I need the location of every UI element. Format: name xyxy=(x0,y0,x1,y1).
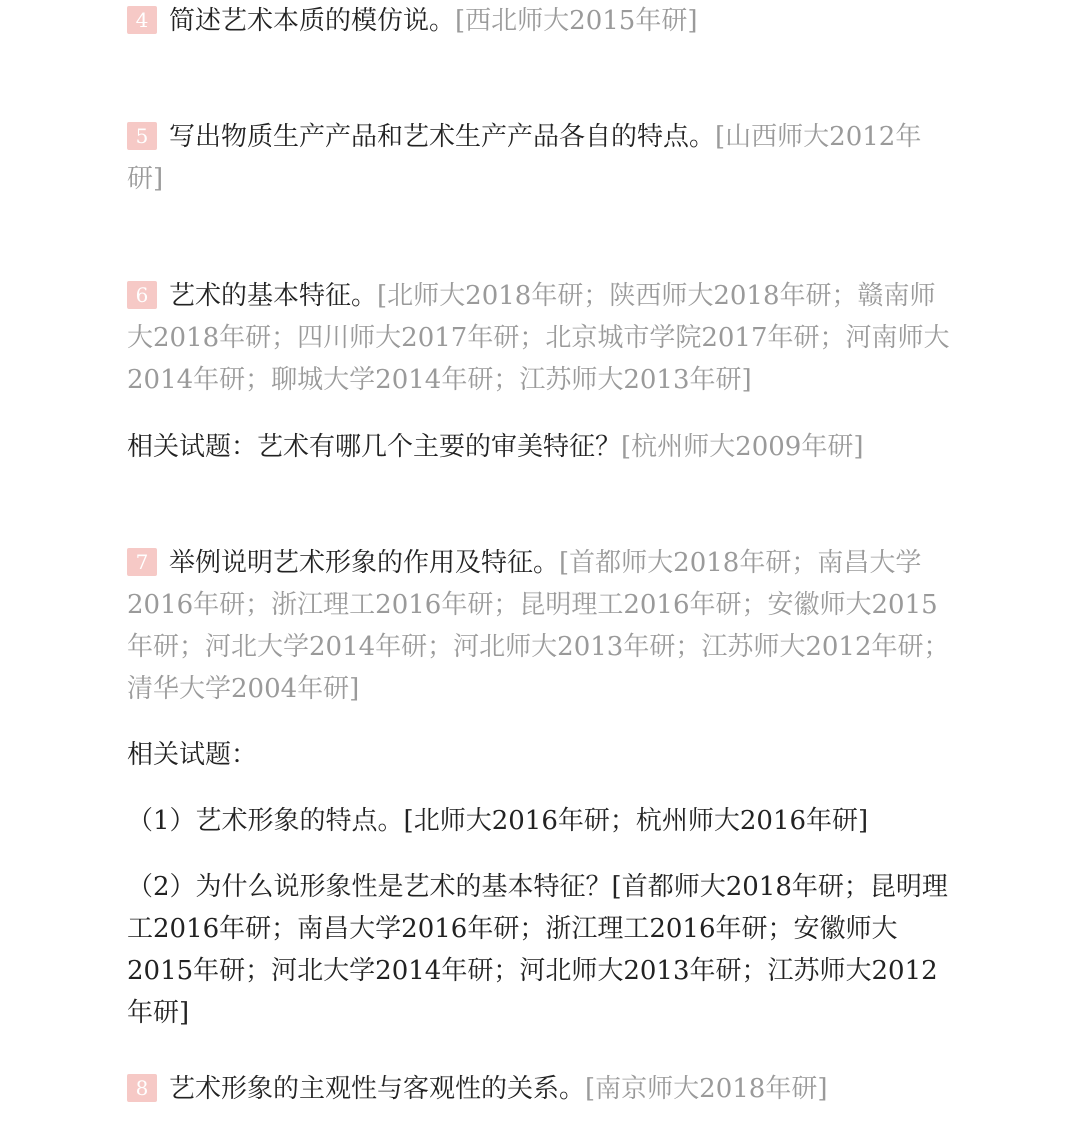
question-number-badge: 5 xyxy=(127,122,157,150)
question-number-badge: 4 xyxy=(127,6,157,34)
question-8 xyxy=(127,1068,957,1110)
question-source: [南京师大2018年研] xyxy=(585,1074,828,1104)
question-number-badge: 8 xyxy=(127,1074,157,1102)
sub-question-2 xyxy=(127,866,957,1034)
related-source: [杭州师大2009年研] xyxy=(621,432,864,462)
related-label: 相关试题： xyxy=(127,740,258,770)
question-text: 艺术形象的主观性与客观性的关系。 xyxy=(169,1074,586,1104)
question-7 xyxy=(127,542,957,710)
question-6 xyxy=(127,275,957,401)
sub-question-text: （2）为什么说形象性是艺术的基本特征？ xyxy=(127,872,612,902)
question-source: [山西师大2012年研] xyxy=(127,122,922,194)
related-label: 相关试题： xyxy=(127,432,258,462)
question-text: 举例说明艺术形象的作用及特征。 xyxy=(169,548,560,578)
sub-question-text: （1）艺术形象的特点。 xyxy=(127,806,404,836)
question-number-badge: 6 xyxy=(127,281,157,309)
related-text: 艺术有哪几个主要的审美特征？ xyxy=(257,432,622,462)
question-source: [北师大2018年研；陕西师大2018年研；赣南师大2018年研；四川师大2017年研；北京城市学院2017年研；河南师大2014年研；聊城大学2014年研；江苏师大2013年研] xyxy=(127,281,950,395)
question-4 xyxy=(127,0,957,42)
sub-question-1 xyxy=(127,800,957,842)
question-number-badge: 7 xyxy=(127,548,157,576)
question-source: [西北师大2015年研] xyxy=(455,6,698,36)
question-text: 写出物质生产产品和艺术生产产品各自的特点。 xyxy=(169,122,716,152)
question-text: 艺术的基本特征。 xyxy=(169,281,378,311)
question-text: 简述艺术本质的模仿说。 xyxy=(169,6,456,36)
question-5 xyxy=(127,116,957,200)
sub-question-source: [首都师大2018年研；昆明理工2016年研；南昌大学2016年研；浙江理工2016年研；安徽师大2015年研；河北大学2014年研；河北师大2013年研；江苏师大2012年研] xyxy=(127,872,948,1028)
sub-question-source: [北师大2016年研；杭州师大2016年研] xyxy=(403,806,869,836)
related-question xyxy=(127,426,957,468)
question-source: [首都师大2018年研；南昌大学2016年研；浙江理工2016年研；昆明理工2016年研；安徽师大2015年研；河北大学2014年研；河北师大2013年研；江苏师大2012年研；清华大学2004年研] xyxy=(127,548,950,704)
related-label-line xyxy=(127,734,957,776)
